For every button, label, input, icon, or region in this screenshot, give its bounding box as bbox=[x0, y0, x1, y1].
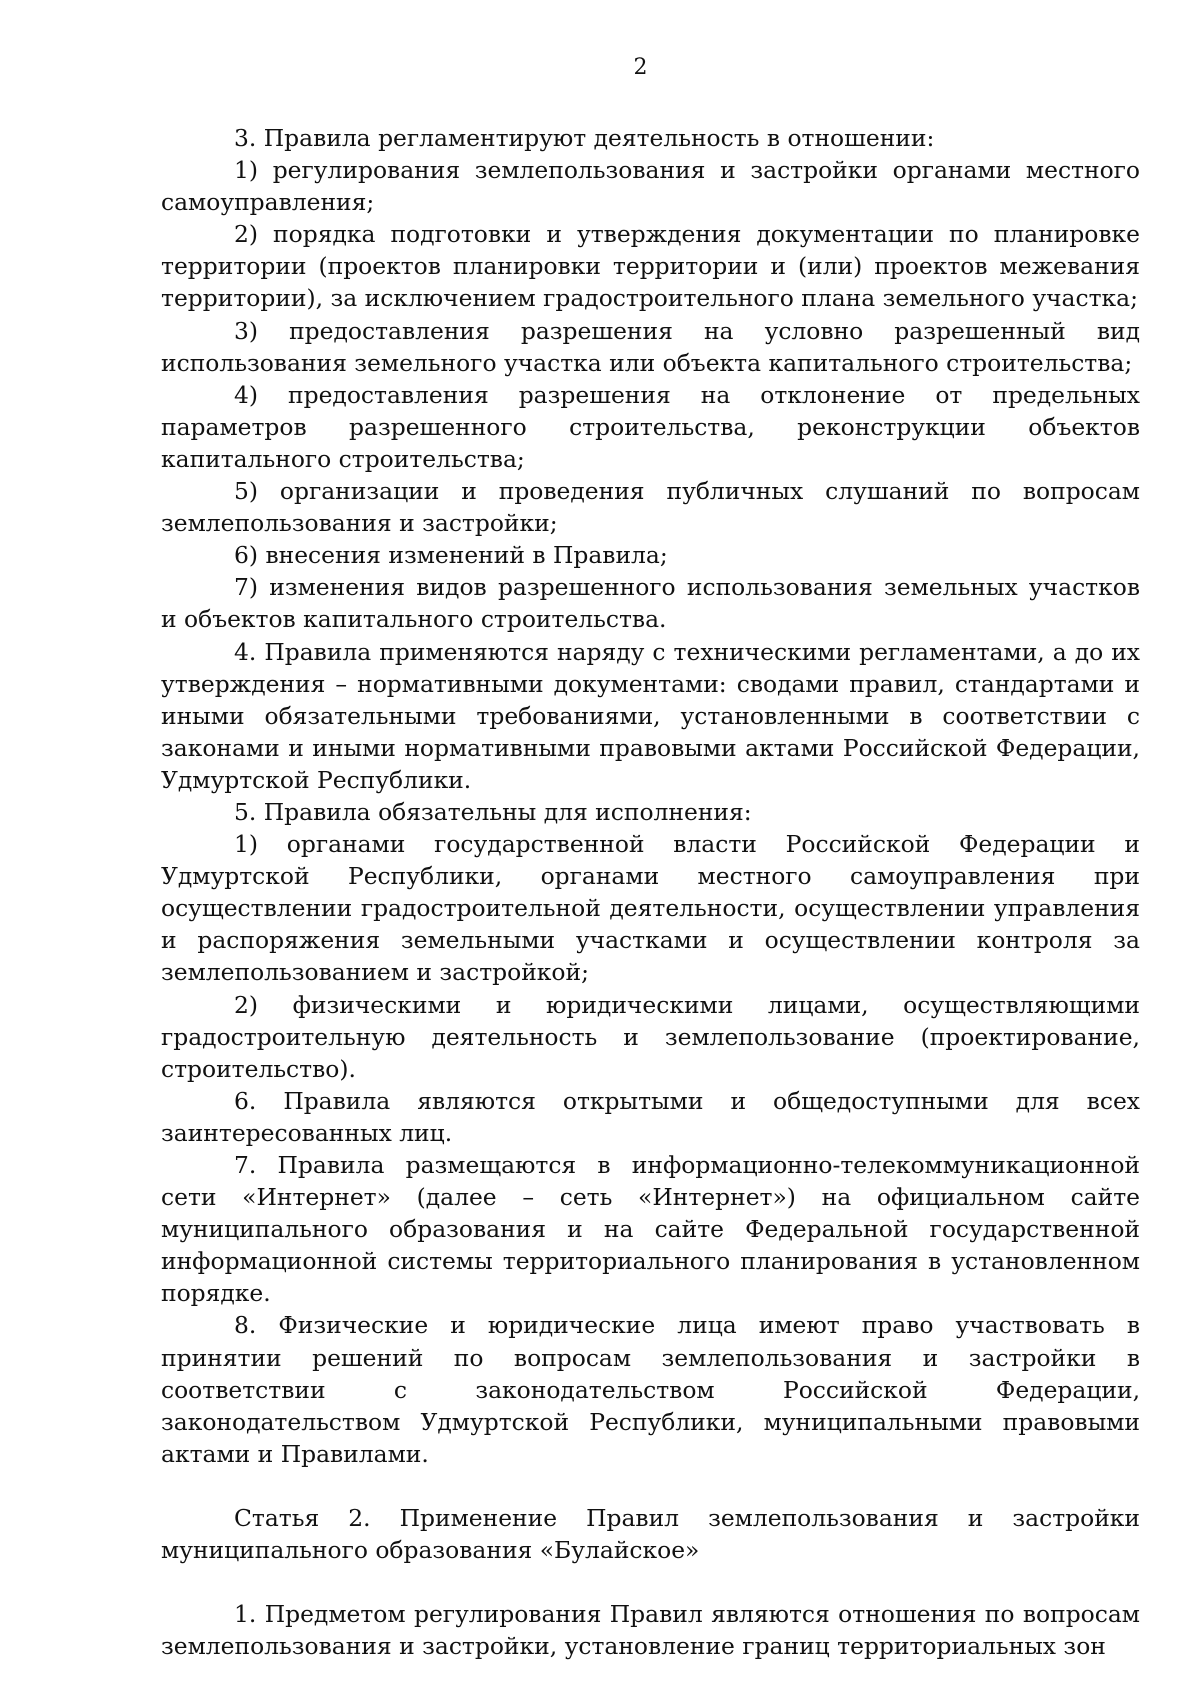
paragraph: 3. Правила регламентируют деятельность в отношении: bbox=[234, 124, 935, 152]
article-heading: Статья 2. Применение Правил землепользования и застройки муниципального образования «Булайское» bbox=[161, 1503, 1140, 1565]
paragraph: 4. Правила применяются наряду с техническими регламентами, а до их утверждения – нормативными документами: сводами правил, стандартами и иными обязательными требованиями, установленными в соответствии с законами и иными нормативными правовыми актами Российской Федерации, Удмуртской Республики. bbox=[161, 637, 1140, 794]
paragraph: 3) предоставления разрешения на условно разрешенный вид использования земельного участка или объекта капитального строительства; bbox=[161, 316, 1140, 377]
paragraph: 1) органами государственной власти Российской Федерации и Удмуртской Республики, органами местного самоуправления при осуществлении градостроительной деятельности, осуществлении управления и распоряжения земельными участками и осуществлении контроля за землепользованием и застройкой; bbox=[161, 830, 1140, 987]
paragraph: 7. Правила размещаются в информационно-телекоммуникационной сети «Интернет» (далее – сеть «Интернет») на официальном сайте муниципального образования и на сайте Федеральной государственной информационной системы территориального планирования в установленном порядке. bbox=[161, 1151, 1140, 1308]
paragraph: 7) изменения видов разрешенного использования земельных участков и объектов капитального строительства. bbox=[161, 573, 1140, 634]
paragraph: 4) предоставления разрешения на отклонение от предельных параметров разрешенного строительства, реконструкции объектов капитального строительства; bbox=[161, 380, 1140, 473]
page-number: 2 bbox=[633, 55, 648, 80]
paragraph: 1. Предметом регулирования Правил являются отношения по вопросам землепользования и застройки, установление границ территориальных зон bbox=[161, 1600, 1140, 1661]
paragraph: 1) регулирования землепользования и застройки органами местного самоуправления; bbox=[161, 156, 1140, 217]
paragraph: 5) организации и проведения публичных слушаний по вопросам землепользования и застройки; bbox=[161, 477, 1140, 538]
paragraph: 2) порядка подготовки и утверждения документации по планировке территории (проектов планировки территории и (или) проектов межевания территории), за исключением градостроительного плана земельного участка; bbox=[161, 220, 1140, 313]
paragraph: 2) физическими и юридическими лицами, осуществляющими градостроительную деятельность и землепользование (проектирование, строительство). bbox=[161, 990, 1140, 1083]
paragraph: 5. Правила обязательны для исполнения: bbox=[234, 797, 752, 826]
paragraph: 8. Физические и юридические лица имеют право участвовать в принятии решений по вопросам землепользования и застройки в соответствии с законодательством Российской Федерации, законодательством Удмуртской Республики, муниципальными правовыми актами и Правилами. bbox=[161, 1311, 1140, 1468]
paragraph: 6) внесения изменений в Правила; bbox=[234, 541, 668, 570]
paragraph: 6. Правила являются открытыми и общедоступными для всех заинтересованных лиц. bbox=[161, 1086, 1140, 1147]
spacer bbox=[161, 1566, 1140, 1598]
spacer bbox=[161, 1470, 1140, 1502]
document-body bbox=[161, 122, 1140, 1662]
